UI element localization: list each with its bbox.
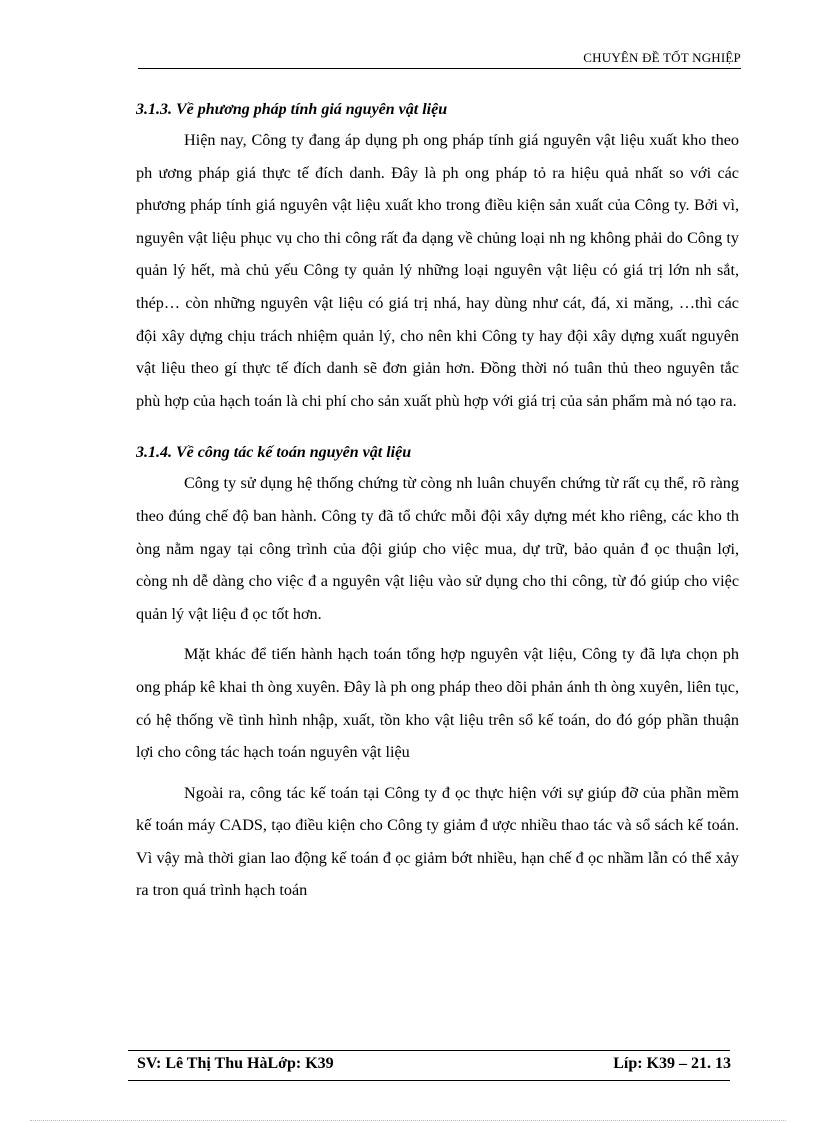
page-footer [137, 1055, 731, 1079]
paragraph: Công ty sử dụng hệ thống chứng từ còng nh luân chuyển chứng từ rất cụ thể, rõ ràng theo đúng chế độ ban hành. Công ty đã tổ chức mỗi đội xây dựng mét kho riêng, các kho th òng nằm ngay tại công trình của đội giúp cho việc mua, dự trữ, bảo quản đ ọc thuận lợi, còng nh dễ dàng cho việc đ a nguyên vật liệu vào sử dụng cho thi công, từ đó giúp cho việc quản lý vật liệu đ ọc tốt hơn. [136, 474, 739, 623]
page-edge-divider [30, 1120, 786, 1121]
paragraph: Ngoài ra, công tác kế toán tại Công ty đ ọc thực hiện với sự giúp đỡ của phần mềm kế toán máy CADS, tạo điều kiện cho Công ty giảm đ ược nhiều thao tác và sổ sách kế toán. Vì vậy mà thời gian lao động kế toán đ ọc giảm bớt nhiều, hạn chế đ ọc nhầm lẫn có thể xảy ra tron quá trình hạch toán [136, 783, 739, 900]
footer-class: Líp: K39 – 21. 13 [613, 1055, 731, 1072]
header-title: CHUYÊN ĐỀ TỐT NGHIỆP [583, 50, 741, 65]
page-header [138, 48, 741, 69]
footer-divider-bottom [128, 1080, 730, 1081]
section-heading-3-1-3: 3.1.3. Về phương pháp tính giá nguyên vật liệu [136, 101, 448, 118]
paragraph: Mặt khác để tiến hành hạch toán tổng hợp nguyên vật liệu, Công ty đã lựa chọn ph ong pháp kê khai th òng xuyên. Đây là ph ong pháp theo dõi phản ánh th òng xuyên, liên tục, có hệ thống về tình hình nhập, xuất, tồn kho vật liệu trên sổ kế toán, do đó góp phần thuận lợi cho công tác hạch toán nguyên vật liệu [136, 645, 739, 762]
document-body [136, 96, 739, 907]
paragraph: Hiện nay, Công ty đang áp dụng ph ong pháp tính giá nguyên vật liệu xuất kho theo ph ương pháp giá thực tế đích danh. Đây là ph ong pháp tỏ ra hiệu quả nhất so với các phương pháp tính giá nguyên vật liệu xuất kho trong điều kiện sản xuất của Công ty. Bởi vì, nguyên vật liệu phục vụ cho thi công rất đa dạng về chủng loại nh ng không phải do Công ty quản lý hết, mà chủ yếu Công ty quản lý những loại nguyên vật liệu có giá trị lớn nh sắt, thép… còn những nguyên vật liệu có giá trị nhá, hay dùng như cát, đá, xi măng, …thì các đội xây dựng chịu trách nhiệm quản lý, cho nên khi Công ty hay đội xây dựng xuất nguyên vật liệu theo gí thực tế đích danh sẽ đơn giản hơn. Đồng thời nó tuân thủ theo nguyên tắc phù hợp của hạch toán là chi phí cho sản xuất phù hợp với giá trị của sản phẩm mà nó tạo ra. [136, 131, 739, 410]
section-heading-3-1-4: 3.1.4. Về công tác kế toán nguyên vật liệu [136, 444, 412, 462]
footer-divider [128, 1050, 730, 1051]
footer-student: SV: Lê Thị Thu HàLớp: K39 [137, 1055, 334, 1072]
